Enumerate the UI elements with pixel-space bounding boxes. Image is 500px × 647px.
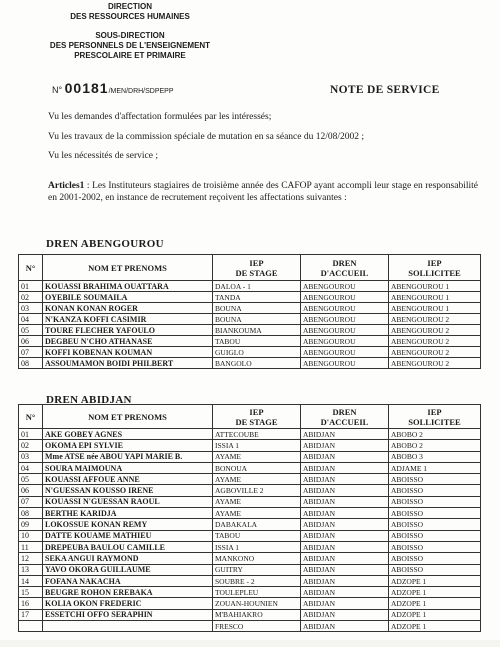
cell-dren-accueil: ABENGOUROU <box>301 292 389 303</box>
header-ressources-humaines: DES RESSOURCES HUMAINES <box>70 12 190 21</box>
cell-no: 06 <box>19 336 43 347</box>
cell-iep-stage: DABAKALA <box>213 519 301 530</box>
cell-no: 01 <box>19 429 43 440</box>
cell-name: OYEBILE SOUMAILA <box>43 292 213 303</box>
cell-no: 16 <box>19 598 43 609</box>
cell-dren-accueil: ABIDJAN <box>301 564 389 575</box>
table-row <box>19 429 481 440</box>
table-row <box>19 575 481 586</box>
cell-dren-accueil: ABIDJAN <box>301 530 389 541</box>
cell-iep-stage: TOULEPLEU <box>213 587 301 598</box>
cell-iep-sollicitee: ABENGOUROU 1 <box>389 303 481 314</box>
cell-dren-accueil: ABENGOUROU <box>301 336 389 347</box>
cell-iep-sollicitee: ABOBO 2 <box>389 440 481 451</box>
cell-iep-stage: ISSIA 1 <box>213 440 301 451</box>
article-text: : Les Instituteurs stagiaires de troisième année des CAFOP ayant accompli leur stage en responsabilité en 2001-2002, en instance de recrutement reçoivent les affectations suivantes : <box>48 181 478 203</box>
table-row <box>19 358 481 369</box>
cell-name: Mme ATSE née ABOU YAPI MARIE B. <box>43 451 213 462</box>
col-iep-stage: IEP DE STAGE <box>213 255 301 281</box>
cell-dren-accueil: ABIDJAN <box>301 621 389 632</box>
cell-no: 11 <box>19 541 43 552</box>
cell-iep-stage: TABOU <box>213 530 301 541</box>
cell-iep-stage: TANDA <box>213 292 301 303</box>
col-dren-accueil: DREN D'ACCUEIL <box>301 405 389 429</box>
cell-iep-sollicitee: ABENGOUROU 1 <box>389 281 481 292</box>
cell-iep-sollicitee: ADZOPE 1 <box>389 598 481 609</box>
article-label: Articles1 <box>48 181 85 191</box>
cell-iep-stage: GUITRY <box>213 564 301 575</box>
cell-iep-stage: SOUBRE - 2 <box>213 575 301 586</box>
cell-no: 07 <box>19 496 43 507</box>
cell-iep-sollicitee: ABOISSO <box>389 508 481 519</box>
cell-dren-accueil: ABIDJAN <box>301 508 389 519</box>
cell-no <box>19 621 43 632</box>
cell-dren-accueil: ABIDJAN <box>301 429 389 440</box>
cell-no: 08 <box>19 358 43 369</box>
cell-no: 13 <box>19 564 43 575</box>
cell-iep-stage: AYAME <box>213 496 301 507</box>
cell-dren-accueil: ABIDJAN <box>301 575 389 586</box>
table-row <box>19 485 481 496</box>
cell-dren-accueil: ABENGOUROU <box>301 358 389 369</box>
col-name: NOM ET PRENOMS <box>43 405 213 429</box>
cell-iep-sollicitee: ADJAME 1 <box>389 462 481 473</box>
table-abengourou <box>18 254 481 369</box>
cell-iep-stage: AYAME <box>213 451 301 462</box>
cell-name: DREPEUBA BAULOU CAMILLE <box>43 541 213 552</box>
table-row <box>19 598 481 609</box>
cell-dren-accueil: ABIDJAN <box>301 462 389 473</box>
cell-name: KOUASSI N'GUESSAN RAOUL <box>43 496 213 507</box>
cell-dren-accueil: ABIDJAN <box>301 440 389 451</box>
cell-iep-stage: BANGOLO <box>213 358 301 369</box>
table-row <box>19 336 481 347</box>
vu-line-3: Vu les nécessités de service ; <box>48 151 158 161</box>
cell-dren-accueil: ABIDJAN <box>301 485 389 496</box>
cell-iep-stage: AGBOVILLE 2 <box>213 485 301 496</box>
cell-name: ASSOUMAMON BOIDI PHILBERT <box>43 358 213 369</box>
cell-iep-sollicitee: ABENGOUROU 2 <box>389 314 481 325</box>
table-body-abidjan <box>19 429 481 632</box>
cell-no: 15 <box>19 587 43 598</box>
header-personnels: DES PERSONNELS DE L'ENSEIGNEMENT <box>49 41 211 50</box>
table-row <box>19 303 481 314</box>
cell-name: KOFFI KOBENAN KOUMAN <box>43 347 213 358</box>
cell-dren-accueil: ABIDJAN <box>301 496 389 507</box>
cell-name: FOFANA NAKACHA <box>43 575 213 586</box>
cell-iep-sollicitee: ABOISSO <box>389 564 481 575</box>
cell-name: LOKOSSUE KONAN REMY <box>43 519 213 530</box>
table-row <box>19 587 481 598</box>
cell-iep-sollicitee: ABENGOUROU 2 <box>389 347 481 358</box>
cell-iep-sollicitee: ADZOPE 1 <box>389 609 481 620</box>
cell-no: 08 <box>19 508 43 519</box>
cell-iep-sollicitee: ABOBO 3 <box>389 451 481 462</box>
table-row <box>19 508 481 519</box>
cell-name <box>43 621 213 632</box>
col-iep-sollicitee: IEP SOLLICITEE <box>389 405 481 429</box>
cell-dren-accueil: ABIDJAN <box>301 598 389 609</box>
cell-iep-stage: BONOUA <box>213 462 301 473</box>
cell-dren-accueil: ABENGOUROU <box>301 281 389 292</box>
cell-dren-accueil: ABENGOUROU <box>301 303 389 314</box>
cell-no: 12 <box>19 553 43 564</box>
cell-dren-accueil: ABENGOUROU <box>301 347 389 358</box>
cell-iep-sollicitee: ADZOPE 1 <box>389 587 481 598</box>
cell-iep-sollicitee: ABOISSO <box>389 496 481 507</box>
cell-no: 04 <box>19 462 43 473</box>
header-sous-direction: SOUS-DIRECTION <box>95 31 165 40</box>
cell-iep-stage: DALOA - 1 <box>213 281 301 292</box>
page-bottom-edge <box>0 640 500 647</box>
cell-dren-accueil: ABIDJAN <box>301 553 389 564</box>
vu-line-1: Vu les demandes d'affectation formulées par les intéressés; <box>48 112 272 122</box>
cell-iep-sollicitee: ABOISSO <box>389 553 481 564</box>
table-row <box>19 496 481 507</box>
cell-iep-stage: ISSIA 1 <box>213 541 301 552</box>
cell-iep-sollicitee: ABOISSO <box>389 541 481 552</box>
col-name: NOM ET PRENOMS <box>43 255 213 281</box>
cell-no: 03 <box>19 303 43 314</box>
cell-no: 01 <box>19 281 43 292</box>
cell-iep-stage: BIANKOUMA <box>213 325 301 336</box>
table-row <box>19 474 481 485</box>
cell-name: KOUASSI BRAHIMA OUATTARA <box>43 281 213 292</box>
cell-no: 14 <box>19 575 43 586</box>
cell-iep-stage: M'BAHIAKRO <box>213 609 301 620</box>
reference-number <box>52 80 174 96</box>
cell-name: KOLIA OKON FREDERIC <box>43 598 213 609</box>
cell-iep-sollicitee: ABOISSO <box>389 474 481 485</box>
cell-dren-accueil: ABENGOUROU <box>301 325 389 336</box>
cell-iep-stage: MANKONO <box>213 553 301 564</box>
table-row <box>19 440 481 451</box>
table-row <box>19 451 481 462</box>
table-row <box>19 530 481 541</box>
cell-iep-stage: GUIGLO <box>213 347 301 358</box>
cell-iep-stage: AYAME <box>213 508 301 519</box>
cell-iep-stage: ATTECOUBE <box>213 429 301 440</box>
cell-name: SEKA ANGUI RAYMOND <box>43 553 213 564</box>
col-dren-accueil: DREN D'ACCUEIL <box>301 255 389 281</box>
cell-name: DATTE KOUAME MATHIEU <box>43 530 213 541</box>
table-abidjan <box>18 404 481 632</box>
cell-no: 02 <box>19 440 43 451</box>
cell-no: 03 <box>19 451 43 462</box>
cell-name: AKE GOBEY AGNES <box>43 429 213 440</box>
reference-prefix: N° <box>52 85 63 95</box>
col-no: N° <box>19 405 43 429</box>
cell-iep-sollicitee: ABENGOUROU 2 <box>389 358 481 369</box>
cell-dren-accueil: ABIDJAN <box>301 474 389 485</box>
col-iep-sollicitee: IEP SOLLICITEE <box>389 255 481 281</box>
cell-no: 09 <box>19 519 43 530</box>
cell-iep-stage: AYAME <box>213 474 301 485</box>
cell-name: KOUASSI AFFOUE ANNE <box>43 474 213 485</box>
table-row <box>19 325 481 336</box>
cell-iep-stage: FRESCO <box>213 621 301 632</box>
cell-iep-sollicitee: ADZOPE 1 <box>389 575 481 586</box>
cell-iep-stage: BOUNA <box>213 314 301 325</box>
table-row <box>19 281 481 292</box>
cell-no: 02 <box>19 292 43 303</box>
header-prescolaire: PRESCOLAIRE ET PRIMAIRE <box>74 51 186 60</box>
cell-name: N'GUESSAN KOUSSO IRENE <box>43 485 213 496</box>
cell-iep-sollicitee: ADZOPE 1 <box>389 621 481 632</box>
col-iep-stage: IEP DE STAGE <box>213 405 301 429</box>
article-paragraph <box>48 180 478 204</box>
col-no: N° <box>19 255 43 281</box>
table-row <box>19 541 481 552</box>
cell-no: 10 <box>19 530 43 541</box>
section-title-abidjan: DREN ABIDJAN <box>46 394 132 406</box>
cell-iep-sollicitee: ABENGOUROU 1 <box>389 292 481 303</box>
cell-name: YAVO OKORA GUILLAUME <box>43 564 213 575</box>
cell-dren-accueil: ABIDJAN <box>301 519 389 530</box>
cell-iep-sollicitee: ABOISSO <box>389 530 481 541</box>
table-row <box>19 609 481 620</box>
table-row <box>19 564 481 575</box>
cell-iep-stage: TABOU <box>213 336 301 347</box>
section-title-abengourou: DREN ABENGOUROU <box>46 238 164 250</box>
cell-iep-stage: ZOUAN-HOUNIEN <box>213 598 301 609</box>
reference-suffix: /MEN/DRH/SDPEPP <box>108 88 174 95</box>
cell-name: TOURE FLECHER YAFOULO <box>43 325 213 336</box>
cell-name: SOURA MAIMOUNA <box>43 462 213 473</box>
cell-no: 04 <box>19 314 43 325</box>
reference-value: 00181 <box>64 80 109 96</box>
cell-no: 17 <box>19 609 43 620</box>
cell-dren-accueil: ABIDJAN <box>301 541 389 552</box>
cell-name: BERTHE KARIDJA <box>43 508 213 519</box>
cell-name: N'KANZA KOFFI CASIMIR <box>43 314 213 325</box>
cell-iep-sollicitee: ABOISSO <box>389 519 481 530</box>
cell-name: KONAN KONAN ROGER <box>43 303 213 314</box>
table-row <box>19 621 481 632</box>
table-row <box>19 519 481 530</box>
cell-no: 07 <box>19 347 43 358</box>
note-title: NOTE DE SERVICE <box>330 84 440 96</box>
cell-iep-sollicitee: ABENGOUROU 2 <box>389 336 481 347</box>
cell-no: 05 <box>19 474 43 485</box>
cell-dren-accueil: ABENGOUROU <box>301 314 389 325</box>
cell-dren-accueil: ABIDJAN <box>301 451 389 462</box>
cell-name: OKOMA EPI SYLVIE <box>43 440 213 451</box>
cell-iep-sollicitee: ABOBO 2 <box>389 429 481 440</box>
cell-no: 06 <box>19 485 43 496</box>
header-direction: DIRECTION <box>108 2 152 11</box>
cell-name: BEUGRE ROHON EREBAKA <box>43 587 213 598</box>
table-row <box>19 314 481 325</box>
cell-name: DEGBEU N'CHO ATHANASE <box>43 336 213 347</box>
table-row <box>19 462 481 473</box>
cell-name: ESSETCHI OFFO SERAPHIN <box>43 609 213 620</box>
cell-no: 05 <box>19 325 43 336</box>
cell-iep-sollicitee: ABENGOUROU 2 <box>389 325 481 336</box>
table-body-abengourou <box>19 281 481 369</box>
table-row <box>19 292 481 303</box>
cell-dren-accueil: ABIDJAN <box>301 609 389 620</box>
cell-iep-sollicitee: ABOISSO <box>389 485 481 496</box>
cell-dren-accueil: ABIDJAN <box>301 587 389 598</box>
cell-iep-stage: BOUNA <box>213 303 301 314</box>
table-row <box>19 347 481 358</box>
vu-line-2: Vu les travaux de la commission spéciale de mutation en sa séance du 12/08/2002 ; <box>48 132 365 142</box>
table-row <box>19 553 481 564</box>
